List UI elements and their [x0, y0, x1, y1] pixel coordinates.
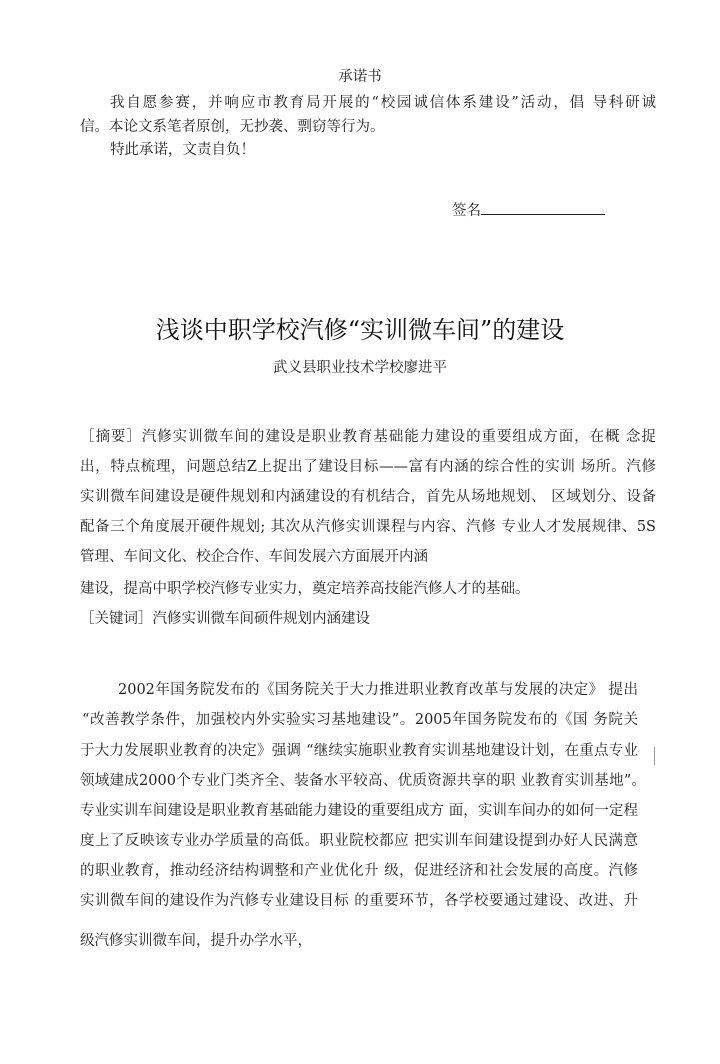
- body-line: “改善教学条件，加强校内外实验实习基地建设”。2005年国务院发布的《国 务院关: [82, 712, 638, 728]
- body-line: 实训微车间的建设作为汽修专业建设目标 的重要环节，各学校要通过建设、改进、升: [80, 893, 638, 909]
- pledge-line: 我自愿参赛，并响应市教育局开展的“校园诚信体系建设”活动，倡 导科研诚: [110, 95, 656, 111]
- signature-label: 签名: [452, 203, 481, 219]
- body-line: 级汽修实训微车间，提升办学水平，: [80, 933, 312, 949]
- body-line: 度上了反映该专业办学质量的高低。职业院校都应 把实训车间建设提到办好人民满意: [80, 833, 638, 849]
- body-line: 2002年国务院发布的《国务院关于大力推进职业教育改革与发展的决定》 提出: [118, 682, 638, 698]
- body-line: 领域建成2000个专业门类齐全、装备水平较高、优质资源共享的职 业教育实训基地”。: [80, 773, 646, 789]
- pledge-line: 信。本论文系笔者原创，无抄袭、剽窃等行为。: [80, 119, 385, 135]
- abstract-line: 配备三个角度展开硬件规划; 其次从汽修实训课程与内容、汽修 专业人才发展规律、5S: [80, 519, 656, 535]
- abstract-line: 建设，提高中职学校汽修专业实力，奠定培养高技能汽修人才的基础。: [80, 581, 530, 597]
- body-line: 于大力发展职业教育的决定》强调 “继续实施职业教育实训基地建设计划，在重点专业: [80, 743, 638, 759]
- keywords: ［关键词］汽修实训微车间硕件规划内涵建设: [80, 611, 370, 627]
- body-line: 专业实训车间建设是职业教育基础能力建设的重要组成方 面，实训车间办的如何一定程: [80, 803, 638, 819]
- pledge-line: 特此承诺，文责自负！: [110, 142, 255, 158]
- pledge-heading: 承诺书: [338, 69, 382, 85]
- signature-line: [481, 200, 605, 215]
- body-line: 的职业教育，推动经济结构调整和产业优化升 级，促进经济和社会发展的高度。汽修: [80, 863, 638, 879]
- signature: [452, 200, 612, 221]
- abstract-line: 出，特点梳理，问题总结Z上捉出了建设目标——富有内涵的综合性的实训 场所。汽修: [80, 459, 656, 475]
- article-title: 浅谈中职学校汽修“实训微车间”的建设: [155, 316, 565, 344]
- article-author: 武义县职业技术学校廖进平: [273, 360, 447, 376]
- abstract-line: 管理、车间文化、校企合作、车间发展六方面展开内涵: [80, 549, 428, 565]
- abstract-line: 实训微车间建设是硬件规划和内涵建设的有机结合，首先从场地规划、 区域划分、设备: [80, 489, 656, 505]
- text-cursor-mark: [654, 747, 655, 765]
- abstract-line: ［摘要］汽修实训微车间的建设是职业教育基础能力建设的重要组成方面，在概 念捉: [80, 429, 656, 445]
